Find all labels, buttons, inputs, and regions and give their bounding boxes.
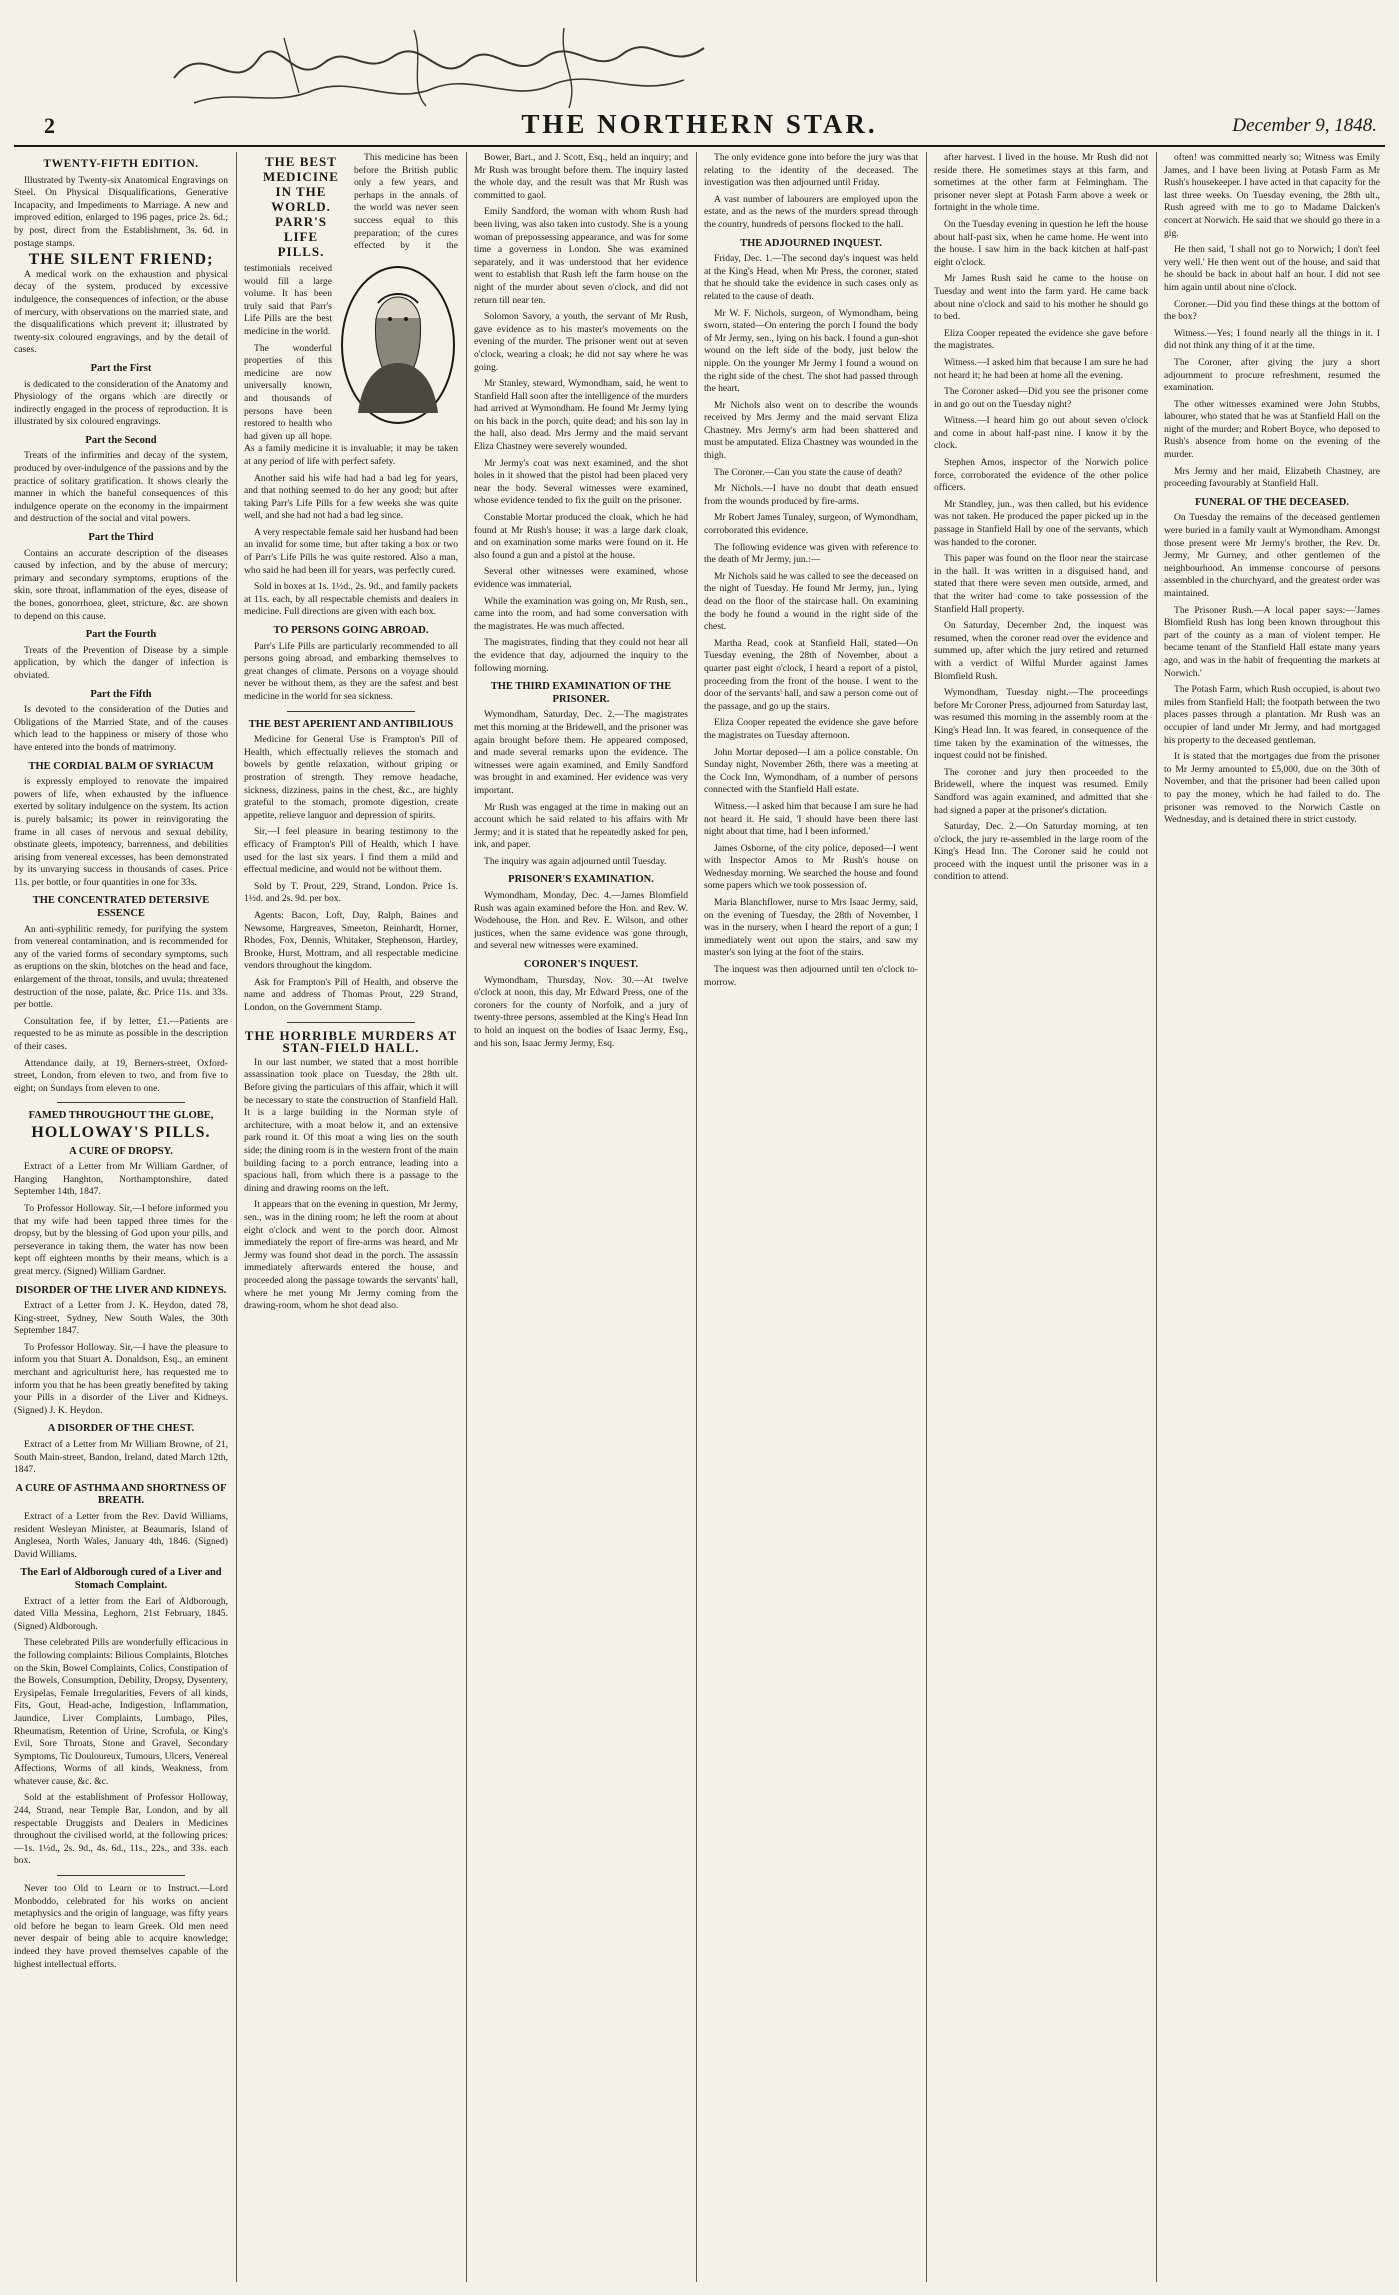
col5-text-7: Witness.—I heard him go out about seven o'clock and come in about half-past nine. I know it by the clock.: [934, 415, 1148, 452]
page-header: [14, 105, 1385, 147]
col5-text-4: Eliza Cooper repeated the evidence she gave before the magistrates.: [934, 327, 1148, 352]
part-third-text: Contains an accurate description of the diseases caused by infection, and by the abuse of mercury; primary and secondary symptoms, eruptions of the skin, sore throat, inflammation of the eyes, disease of the bones, gonorrhoea, gleet, stricture, &c. are shown to depend on this cause.: [14, 547, 228, 622]
col4-text-14: Witness.—I asked him that because I am sure he had not heard it. He said, 'I should have been there last night about that time, had I been informed.': [704, 800, 918, 838]
parr-ad-title: [248, 154, 354, 259]
ad-title-line: PARR'S: [275, 214, 327, 229]
part-fourth-text: Treats of the Prevention of Disease by a simple application, by which the danger of infection is obviated.: [14, 644, 228, 681]
masthead: THE NORTHERN STAR.: [521, 109, 878, 139]
parr-text-1: This medicine has been before the British public only a few years, and perhaps in the annals of the world was never seen success equal to this preparation; of the cures effected by it the testimonials received would fill a large volume. It has been truly said that Parr's Life Pills are the best medicine in the world.: [244, 152, 458, 337]
col4-text-13: John Mortar deposed—I am a police constable. On Sunday night, November 26th, there was a meeting at the Cock Inn, Wymondham, of a number of persons connected with the Stanfield Hall estate.: [704, 746, 918, 796]
col6-text-4: Witness.—Yes; I found nearly all the things in it. I did not think any thing of it at the time.: [1164, 327, 1380, 352]
old-parr-portrait-image: [338, 263, 458, 428]
book-description: A medical work on the exhaustion and physical decay of the system, produced by excessive indulgence, the consequences of infection, or the abuse of mercury, with observations on the married state, and the disqualifications which prevent it; illustrated by twenty-six coloured engravings, and by the detail of cases.: [14, 268, 228, 356]
col4-text-8: Mr Robert James Tunaley, surgeon, of Wymondham, corroborated this evidence.: [704, 512, 918, 537]
divider: [57, 1102, 185, 1103]
col4-text-16: Maria Blanchflower, nurse to Mrs Isaac Jermy, said, on the evening of Tuesday, the 28th of November, I was in the nursery, when I heard the report of a gun; I immediately went out upon the stairs, and saw my master's son lying at the foot of the stairs.: [704, 897, 918, 959]
column-rule: [1156, 152, 1157, 2282]
ask-for-text: Ask for Frampton's Pill of Health, and observe the name and address of Thomas Prout, 229 Strand, London, on the Government Stamp.: [244, 976, 458, 1014]
col6-text-10: The Potash Farm, which Rush occupied, is about two miles from Stanfield Hall; the footpath between the two places passes through a plantation. Mr Rush was an occupier of land under Mr Jermy, and had mortgaged his property to the deceased gentleman.: [1164, 684, 1380, 746]
col3-text-12: The inquiry was again adjourned until Tuesday.: [484, 855, 667, 867]
col4-text-17: The inquest was then adjourned until ten o'clock to-morrow.: [704, 964, 918, 988]
stomach-text: Extract of a letter from the Earl of Aldborough, dated Villa Messina, Leghorn, 21st February, 1845. (Signed) Aldborough.: [14, 1595, 228, 1632]
part-second-heading: Part the Second: [85, 434, 157, 446]
page-number: 2: [44, 113, 55, 138]
never-too-old-text: Never too Old to Learn or to Instruct.—Lord Monboddo, celebrated for his works on ancient metaphysics and the origin of language, was fifty years old before he began to learn Greek. Old men need never despair of being able to acquire knowledge; indeed they have proved themselves capable of the highest intellectual efforts.: [14, 1883, 228, 1970]
col3-text-3: Solomon Savory, a youth, the servant of Mr Rush, gave evidence as to his master's movements on the evening of the murder. The prisoner went out at seven o'clock, wearing a cloak; he did not say where he was going.: [474, 311, 688, 373]
col5-text-3: Mr James Rush said he came to the house on Tuesday and went into the farm yard. He came back about nine o'clock and said to his mother he should go to bed.: [934, 273, 1148, 323]
part-fourth-heading: Part the Fourth: [85, 629, 157, 641]
col5-text-12: Wymondham, Tuesday night.—The proceedings before Mr Coroner Press, adjourned from Saturday last, was resumed this morning in the assembly room at the King's Head Inn. It was feared, in consequence of the time taken by the examination of the witnesses, the inquest could not be finished.: [934, 687, 1148, 762]
caution-text: Parr's Life Pills are particularly recommended to all persons going abroad, and embarking themselves to great changes of climate. Persons on a voyage should never be without them, as they are the safest and best medicine in the world for sea sickness.: [244, 640, 458, 702]
col4-text-5: Mr Nichols also went on to describe the wounds received by Mrs Jermy and the maid servant Eliza Chastney. Mrs Jermy's arm had been shattered and must be amputated. Eliza Chastney was wounded in the thigh.: [704, 399, 918, 462]
col4-text-15: James Osborne, of the city police, deposed—I went with Inspector Amos to Mr Rush's house on Wednesday morning. We searched the house and found some papers which we took possession of.: [704, 842, 918, 892]
handwritten-signature: [164, 18, 724, 113]
famed-heading: FAMED THROUGHOUT THE GLOBE,: [28, 1110, 214, 1122]
col3-text-10: Wymondham, Saturday, Dec. 2.—The magistrates met this morning at the Bridewell, and the prisoner was again brought before them. He appeared composed, and made several remarks upon the evidence. The witnesses were again examined, and Emily Sandford was brought in and examined. Her evidence was very important.: [474, 709, 688, 796]
col5-text-9: Mr Standley, jun., was then called, but his evidence was not taken. He produced the paper picked up in the passage in Stanfield Hall by one of the servants, which was handed to the coroner.: [934, 498, 1148, 548]
col4-text-2: A vast number of labourers are employed upon the estate, and as the news of the murders spread through the country, hundreds of persons flocked to the hall.: [704, 193, 918, 230]
col3-text-8: While the examination was going on, Mr Rush, sen., came into the room, and had some conversation with the magistrates. He was much affected.: [474, 595, 688, 632]
asthma-text: Extract of a Letter from the Rev. David Williams, resident Wesleyan Minister, at Beaumaris, Island of Anglesea, North Wales, January 4th, 1846. (Signed) David Williams.: [14, 1511, 228, 1560]
prisoner-exam-heading: PRISONER'S EXAMINATION.: [508, 874, 654, 886]
murders-heading: THE HORRIBLE MURDERS AT STAN-FIELD HALL.: [244, 1027, 458, 1056]
col5-text-8: Stephen Amos, inspector of the Norwich police force, corroborated the evidence of the other police officers.: [934, 457, 1148, 494]
col3-text-9: The magistrates, finding that they could not hear all the evidence that day, adjourned the inquiry to the following morning.: [474, 637, 688, 674]
stomach-heading: The Earl of Aldborough cured of a Liver and Stomach Complaint.: [20, 1567, 222, 1591]
parr-price-text: Sold in boxes at 1s. 1½d., 2s. 9d., and family packets at 11s. each, by all respectable chemists and dealers in medicine. Full directions are given with each box.: [244, 581, 458, 618]
murders-text-2: It appears that on the evening in question, Mr Jermy, sen., was in the dining room; he left the room at about eight o'clock and went to the porch door. Almost immediately the report of fire-arms was heard, and Mr Jermy was found shot dead in the porch. The assassin immediately afterwards entered the house, and proceeded along the passage towards the servants' hall, where he met young Mr Jermy coming from the drawing-room, whom he shot dead also.: [244, 1199, 458, 1312]
book-title: THE SILENT FRIEND;: [28, 251, 214, 269]
col6-text-6: The other witnesses examined were John Stubbs, labourer, who stated that he was at Stanfield Hall on the night of the murder; and Robert Boyce, who deposed to Rush's absence from home on the evening of the murder.: [1164, 398, 1380, 461]
sold-by-text: Sold by T. Prout, 229, Strand, London. Price 1s. 1½d. and 2s. 9d. per box.: [244, 880, 458, 905]
col5-text-13: The coroner and jury then proceeded to the Bridewell, where the inquest was resumed. Emily Sandford was again examined, and admitted that she had signed a paper at the prisoner's dictation.: [934, 766, 1148, 816]
part-second-text: Treats of the infirmities and decay of the system, produced by over-indulgence of the passions and by the practice of solitary gratification. It shows clearly the manner in which the baneful consequences of this indulgence operate on the economy in the impairment and destruction of the social and vital powers.: [14, 450, 228, 525]
col4-text-1: The only evidence gone into before the jury was that relating to the identity of the deceased. The investigation was then adjourned until Friday.: [704, 152, 918, 189]
col5-text-1: after harvest. I lived in the house. Mr Rush did not reside there. He sometimes stays at this farm, and sometimes at the other farm at Felmingham. The prisoner never slept at Potash Farm above a week or fortnight in the whole time.: [934, 152, 1148, 214]
col4-text-11: Martha Read, cook at Stanfield Hall, stated—On Tuesday evening, the 28th of November, about a quarter past eight o'clock, I heard a report of a pistol, proceeding from the front of the house. I went to the door of the servants' hall, and saw a person come out of the passage, and go up the stairs.: [704, 637, 918, 712]
column-rule: [466, 152, 467, 2282]
liver-intro: Extract of a Letter from J. K. Heydon, dated 78, King-street, Sydney, New South Wales, the 30th September 1847.: [14, 1300, 228, 1337]
col3-text-11: Mr Rush was engaged at the time in making out an account which he said related to his affairs with Mr Jermy; and it is stated that he repeatedly asked for pen, ink, and paper.: [474, 801, 688, 851]
address-text: Attendance daily, at 19, Berners-street, Oxford-street, London, from eleven to two, and from five to eight; on Sundays from eleven to one.: [14, 1057, 228, 1094]
sold-text: Sold at the establishment of Professor Holloway, 244, Strand, near Temple Bar, London, and by all respectable Druggists and Dealers in Medicines throughout the civilised world, at the following prices:—1s. 1½d., 2s. 9d., 4s. 6d., 11s., 22s., and 33s. each box.: [14, 1792, 228, 1867]
col6-text-8: On Tuesday the remains of the deceased gentlemen were buried in a family vault at Wymondham. Amongst those present were Mr Jermy's brother, the Rev. Dr. Jermy, Mr Gurney, and other gentlemen of the neighbourhood. An immense concourse of persons assembled in the churchyard, and the greatest order was maintained.: [1164, 512, 1380, 599]
divider: [57, 1875, 185, 1876]
column-1: [14, 152, 228, 2282]
funeral-heading: FUNERAL OF THE DECEASED.: [1194, 496, 1350, 508]
dropsy-intro: Extract of a Letter from Mr William Gardner, of Hanging Hanghton, Northamptonshire, dated September 14th, 1847.: [14, 1161, 228, 1198]
parr-text-3: Another said his wife had had a bad leg for years, and that nothing seemed to do her any good; but after taking Parr's Life Pills for a few weeks she was quite well, and she had not had a bad leg since.: [244, 472, 458, 522]
col3-text-1: Bower, Bart., and J. Scott, Esq., held an inquiry; and Mr Rush was brought before them. The inquiry lasted the whole day, and the result was that Mr Rush was committed to gaol.: [474, 152, 688, 201]
adjourned-inquest-heading: THE ADJOURNED INQUEST.: [740, 237, 882, 249]
column-5: [934, 152, 1148, 2282]
part-first-heading: Part the First: [90, 362, 152, 374]
col5-text-10: This paper was found on the floor near the staircase in the hall. It was written in a disguised hand, and stated that there were seven men outside, armed, and that the writer had come to take possession of the Stanfield Hall property.: [934, 553, 1148, 615]
coroner-inquest-heading: CORONER'S INQUEST.: [523, 959, 639, 971]
col5-text-14: Saturday, Dec. 2.—On Saturday morning, at ten o'clock, the jury re-assembled in the large room of the King's Head Inn. The Coroner said he could not proceed with the inquest until the prisoner was in a condition to attend.: [934, 821, 1148, 883]
divider: [287, 711, 415, 712]
aperient-text: Medicine for General Use is Frampton's Pill of Health, which effectually relieves the stomach and bowels by gentle relaxation, without griping or prostration of strength. They remove headache, sickness, dizziness, pains in the chest, &c., are highly grateful to the stomach, promote digestion, create appetite, relieve languor and depression of spirits.: [244, 734, 458, 821]
essence-text: An anti-syphilitic remedy, for purifying the system from venereal contamination, and is recommended for any of the varied forms of secondary symptoms, such as eruptions on the skin, blotches on the head and face, enlargement of the throat, tonsils, and uvula; threatened destruction of the nose, palate, &c. Price 11s. and 33s. per bottle.: [14, 923, 228, 1011]
col5-text-5: Witness.—I asked him that because I am sure he had not heard it; he had been at home all the evening.: [934, 356, 1148, 381]
part-first-text: is dedicated to the consideration of the Anatomy and Physiology of the organs which are directly or indirectly engaged in the process of reproduction. It is illustrated by six coloured engravings.: [14, 378, 228, 428]
col4-text-9: The following evidence was given with reference to the death of Mr Jermy, jun.:—: [704, 541, 918, 566]
newspaper-page: [14, 10, 1385, 2285]
ad-title-line: PILLS.: [277, 244, 325, 259]
third-exam-heading: THE THIRD EXAMINATION OF THE PRISONER.: [490, 681, 672, 705]
col3-text-4: Mr Stanley, steward, Wymondham, said, he went to Stanfield Hall soon after the intelligence of the murders had arrived at Wymondham. He found Mr Jermy lying on his back in the porch, quite dead; and his son lay in the hall, also dead. Mrs Jermy and the maid servant Eliza Chastney were severely wounded.: [474, 378, 688, 453]
dropsy-body: To Professor Holloway. Sir,—I before informed you that my wife had been tapped three times for the dropsy, but by the blessing of God upon your pills, and perseverance in taking them, the water has now been kept off eighteen months by their means, which is a great mercy. (Signed) William Gardner.: [14, 1202, 228, 1277]
col5-text-2: On the Tuesday evening in question he left the house about half-past six, when he came home. He went into the house. I saw him in the back kitchen at half-past eight o'clock.: [934, 218, 1148, 268]
col4-text-10: Mr Nichols said he was called to see the deceased on the night of Tuesday. He found Mr Jermy, jun., lying dead on the floor of the staircase hall. On examining the body he found a wound in the right side of the chest.: [704, 570, 918, 633]
parr-text-4: A very respectable female said her husband had been an invalid for some time, but after taking a box or two of Parr's Life Pills he was quite restored. Also a man, who said he had been ill for years, was perfectly cured.: [244, 526, 458, 576]
issue-date: December 9, 1848.: [1232, 115, 1377, 136]
ad-title-line: IN THE: [275, 184, 327, 199]
col6-text-1: often! was committed nearly so; Witness was Emily James, and I have been living at Potash Farm as Mr Rush's housekeeper. I have acted in that capacity for the last three weeks. On Tuesday evening, the 28th ult., Rush agreed with me to go to Madame Dalcken's concert at Norwich. He said that we should go there in a gig.: [1164, 152, 1380, 239]
column-rule: [236, 152, 237, 2282]
col3-text-13: Wymondham, Monday, Dec. 4.—James Blomfield Rush was again examined before the Hon. and Rev. W. Wodehouse, the Hon. and Rev. E. Wilson, and other justices, when the same evidence was gone through, and several new witnesses were examined.: [474, 890, 688, 952]
col6-text-11: It is stated that the mortgages due from the prisoner to Mr Jermy amounted to £5,000, due on the 30th of November, and that the prisoner had been called upon to pay the money, which he had failed to do. The prisoner was removed to the Norwich Castle on Wednesday, and is detained there in strict custody.: [1164, 751, 1380, 826]
col6-text-5: The Coroner, after giving the jury a short adjournment to procure refreshment, resumed the examination.: [1164, 356, 1380, 394]
dropsy-heading: A CURE OF DROPSY.: [69, 1145, 173, 1157]
col6-text-9: The Prisoner Rush.—A local paper says:—'James Blomfield Rush has long been known throughout this part of the county as a man of violent temper. He became tenant of the Stanfield Hall estate many years ago, and was in the habit of frequenting the markets at Norwich.': [1164, 604, 1380, 679]
holloway-pills-heading: HOLLOWAY'S PILLS.: [31, 1123, 211, 1141]
murders-text-1: In our last number, we stated that a most horrible assassination took place on Tuesday, the 28th ult. Before giving the particulars of this affair, which it will be necessary to state the construction of Stanfield Hall. It is a large building in the Norman style of architecture, with a moat below it, and an extensive park round it. Of this moat a wing lies on the south side; the dining room is in the western front of the main building facing to a porch entrance, leading into a spacious hall, from which there is a passage to the dining and drawing rooms on the left.: [244, 1056, 458, 1194]
column-2: [244, 152, 458, 2282]
cordial-heading: THE CORDIAL BALM OF SYRIACUM: [28, 760, 214, 772]
col4-text-7: Mr Nichols.—I have no doubt that death ensued from the wounds produced by fire-arms.: [704, 483, 918, 507]
liver-body: To Professor Holloway. Sir,—I have the pleasure to inform you that Stuart A. Donaldson, Esq., an eminent merchant and agriculturist here, has requested me to inform you that he has been greatly benefited by taking your Pills in a disorder of the Liver and Kidneys. (Signed) J. K. Heydon.: [14, 1341, 228, 1416]
col3-text-6: Constable Mortar produced the cloak, which he had found at Mr Rush's house; it was a large dark cloak, and on examination some marks were found on it. He also found a gun and a pistol at the house.: [474, 512, 688, 561]
parr-text-2: The wonderful properties of this medicine are now universally known, and thousands of persons have been restored to health who had given up all hope. As a family medicine it is invaluable; it may be taken at any period of life with perfect safety.: [244, 342, 458, 467]
column-6: [1164, 152, 1380, 2282]
cordial-text: is expressly employed to renovate the impaired powers of life, when exhausted by the influence exerted by solitary indulgence on the system. Its action is purely balsamic; its power in reinvigorating the frame in all cases of nervous and sexual debility, obstinate gleets, impotency, barrenness, and debilities arising from venereal excesses, has been demonstrated by its unvarying success in thousands of cases. Price 11s. per bottle, or four quantities in one for 33s.: [14, 776, 228, 888]
ad-title-line: WORLD.: [271, 199, 331, 214]
agents-text: Agents: Bacon, Loft, Day, Ralph, Baines and Newsome, Hargreaves, Smeeton, Reinhardt, Horner, Rhodes, Fox, Dennis, Whitaker, Stephenson, Hartley, Brooke, Hurst, Mottram, and all respectable medicine vendors throughout the kingdom.: [244, 909, 458, 972]
col3-text-7: Several other witnesses were examined, whose evidence was immaterial.: [474, 566, 688, 590]
columns: [14, 152, 1385, 2282]
col3-text-14: Wymondham, Thursday, Nov. 30.—At twelve o'clock at noon, this day, Mr Edward Press, one of the coroners for the county of Norfolk, and a jury of twenty-three persons, assembled at the King's Head Inn to hold an inquest on the bodies of Isaac Jermy, Esq., and his son, Isaac Jermy Jermy, Esq.: [474, 974, 688, 1049]
aperient-heading: THE BEST APERIENT AND ANTIBILIOUS: [248, 718, 454, 730]
book-intro: Illustrated by Twenty-six Anatomical Engravings on Steel. On Physical Disqualifications, Generative Incapacity, and Impediments to Marriage. A new and improved edition, enlarged to 196 pages, price 2s. 6d.; by post, direct from the Establishment, 3s. 6d. in postage stamps.: [14, 174, 228, 249]
col3-text-5: Mr Jermy's coat was next examined, and the shot holes in it showed that the pistol had been placed very near the body. Several witnesses were examined, whose evidence tended to fix the guilt on the prisoner.: [474, 457, 688, 507]
asthma-heading: A CURE OF ASTHMA AND SHORTNESS OF BREATH.: [15, 1482, 227, 1507]
col4-text-3: Friday, Dec. 1.—The second day's inquest was held at the King's Head, when Mr Press, the coroner, stated that he should take the evidence in such cases only as related to the cause of death.: [704, 253, 918, 302]
column-rule: [696, 152, 697, 2282]
edition-heading: TWENTY-FIFTH EDITION.: [43, 158, 199, 170]
ad-title-line: MEDICINE: [263, 169, 339, 184]
divider: [287, 1022, 415, 1023]
essence-heading: THE CONCENTRATED DETERSIVE ESSENCE: [32, 895, 210, 920]
column-rule: [926, 152, 927, 2282]
caution-heading: TO PERSONS GOING ABROAD.: [273, 625, 429, 637]
col6-text-7: Mrs Jermy and her maid, Elizabeth Chastney, are proceeding favourably at Stanfield Hall.: [1164, 465, 1380, 490]
col4-text-12: Eliza Cooper repeated the evidence she gave before the magistrates on Tuesday afternoon.: [704, 717, 918, 741]
col4-text-6: The Coroner.—Can you state the cause of death?: [714, 466, 903, 478]
col5-text-6: The Coroner asked—Did you see the prisoner come in and go out on the Tuesday night?: [934, 386, 1148, 410]
col4-text-4: Mr W. F. Nichols, surgeon, of Wymondham, being sworn, stated—On entering the porch I found the body of Mr Jermy, sen., lying on his back. I found a gun-shot wound on the left side of the body, just below the nipple. On the younger Mr Jermy I found a wound on the right side of the chest. The shot had passed through the heart.: [704, 307, 918, 395]
chest-heading: A DISORDER OF THE CHEST.: [47, 1423, 195, 1435]
col6-text-2: He then said, 'I shall not go to Norwich; I don't feel very well.' He then went out of the house, and said that he should be back in about half an hour. I did not see him again until about nine o'clock.: [1164, 244, 1380, 293]
chest-text: Extract of a Letter from Mr William Browne, of 21, South Main-street, Bandon, Ireland, dated March 12th, 1847.: [14, 1439, 228, 1476]
part-fifth-heading: Part the Fifth: [90, 688, 152, 700]
part-third-heading: Part the Third: [88, 532, 154, 544]
testimonial-text: Sir,—I feel pleasure in bearing testimony to the efficacy of Frampton's Pill of Health, which I have used for the last six years. I find them a mild and effectual medicine, and would not be without them.: [244, 826, 458, 876]
col6-text-3: Coroner.—Did you find these things at the bottom of the box?: [1164, 298, 1380, 323]
liver-heading: DISORDER OF THE LIVER AND KIDNEYS.: [15, 1284, 227, 1296]
complaints-list: These celebrated Pills are wonderfully efficacious in the following complaints: Bilious Complaints, Blotches on the Skin, Bowel Complaints, Colics, Constipation of the Bowels, Consumption, Debility, Dropsy, Dysentery, Erysipelas, Female Irregularities, Fevers of all kinds, Fits, Gout, Head-ache, Indigestion, Inflammation, Jaundice, Liver Complaints, Lumbago, Piles, Rheumatism, Retention of Urine, Scrofula, or King's Evil, Sore Throats, Stone and Gravel, Secondary Symptoms, Tic Douloureux, Tumours, Ulcers, Venereal Affections, Worms of all kinds, Weakness, from whatever cause, &c. &c.: [14, 1637, 228, 1787]
col3-text-2: Emily Sandford, the woman with whom Rush had been living, was also taken into custody. She is a young woman of prepossessing appearance, and was for some time a governess in London. She was examined separately, and it was understood that her evidence went to establish that Rush left the farm house on the night of the murder about seven o'clock, and did not return till near ten.: [474, 206, 688, 306]
col5-text-11: On Saturday, December 2nd, the inquest was resumed, when the coroner read over the evidence and summed up, after which the jury retired and returned with a verdict of Wilful Murder against James Blomfield Rush.: [934, 620, 1148, 682]
column-4: [704, 152, 918, 2282]
consultation-text: Consultation fee, if by letter, £1.—Patients are requested to be as minute as possible in the description of their cases.: [14, 1015, 228, 1052]
column-3: [474, 152, 688, 2282]
part-fifth-text: Is devoted to the consideration of the Duties and Obligations of the Married State, and of the causes which lead to the happiness or misery of those who have entered into the bonds of matrimony.: [14, 704, 228, 753]
ad-title-line: THE BEST: [265, 154, 337, 169]
ad-title-line: LIFE: [283, 229, 319, 244]
